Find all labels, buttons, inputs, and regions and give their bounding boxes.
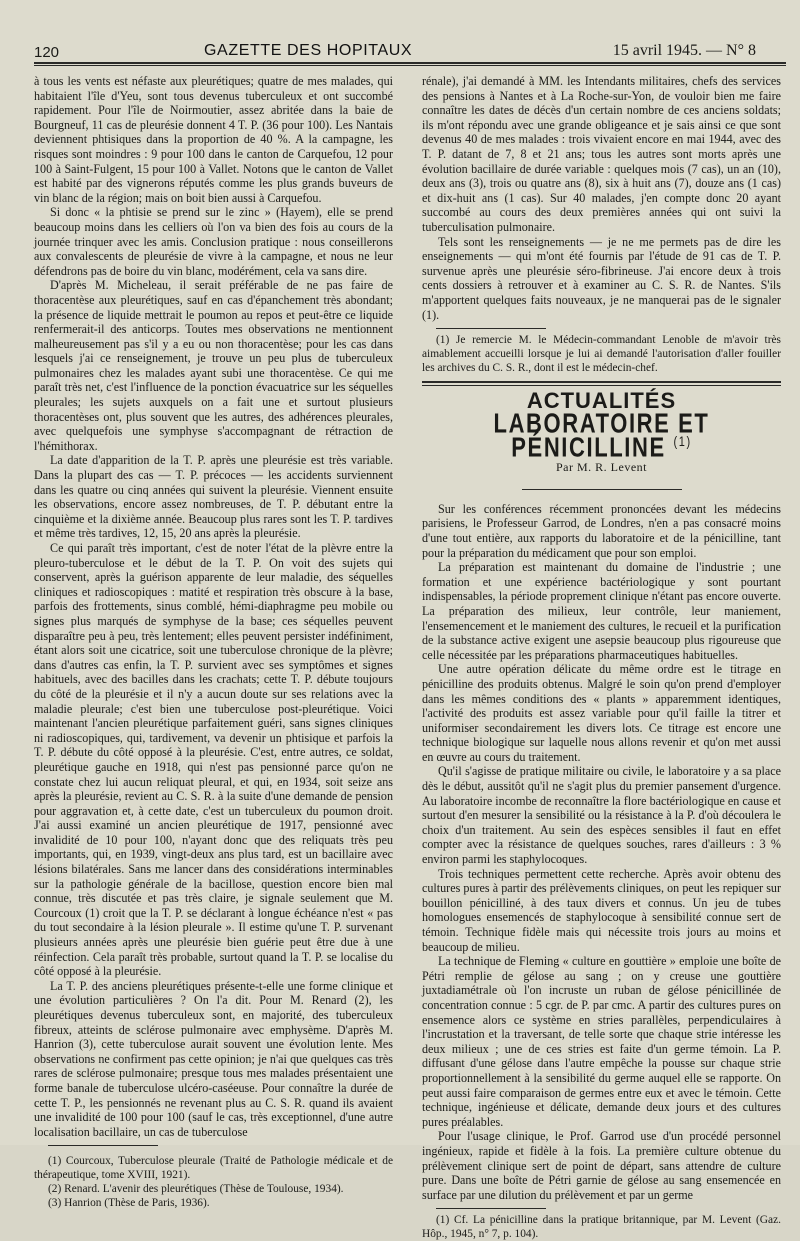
byline: Par M. R. Levent xyxy=(556,460,647,475)
footnote-separator xyxy=(436,1208,546,1209)
paragraph: Qu'il s'agisse de pratique militaire ou civile, le laboratoire y a sa place dès le début, aussitôt qu'il ne s'agit plus du premier pansement d'urgence. Au laboratoire incombe de reconnaître la flore bactériologique en cause et surtout d'en mesurer la sensibilité ou la résistance à la P. d'où découlera le choix d'un traitement. Au sein des espèces sensibles il faut en effet compter avec la résistance de quelques souches, rares d'ailleurs : 3 % environ parmi les staphylocoques. xyxy=(422,764,781,867)
footnote: (3) Hanrion (Thèse de Paris, 1936). xyxy=(48,1197,210,1210)
paragraph: Tels sont les renseignements — je ne me permets pas de dire les enseignements — qui m'ont été fournis par l'étude de 91 cas de T. P. survenue après une pleurésie séro-fibrineuse. J'ai encore deux à trois cents dossiers à retrouver et à examiner au C. S. R. de Nantes. S'ils m'apportent quelques faits nouveaux, je ne manquerai pas de le signaler (1). xyxy=(422,234,781,322)
footnotes xyxy=(422,333,781,375)
footnotes xyxy=(34,1154,393,1210)
journal-title: GAZETTE DES HOPITAUX xyxy=(204,42,413,59)
footnotes xyxy=(422,1213,781,1241)
page-header xyxy=(34,40,786,62)
header-rule-thin xyxy=(34,65,786,66)
paragraph: Si donc « la phtisie se prend sur le zinc » (Hayem), elle se prend beaucoup moins dans les celliers où l'on va bien des fois au cours de la journée trinquer avec les amis. Conclusion pratique : nous conseillerons aux convalescents de pleurésie de vivre à la campagne, et nous ne leur défendrons pas de boire du vin blanc, modérément, cela va sans dire. xyxy=(34,205,393,278)
footnote: (2) Renard. L'avenir des pleurétiques (Thèse de Toulouse, 1934). xyxy=(48,1183,344,1196)
footnote-separator xyxy=(436,328,546,329)
paragraph: D'après M. Micheleau, il serait préférable de ne pas faire de thoracentèse aux pleurétiques, sauf en cas d'épanchement très abondant; la présence de liquide mettrait le poumon au repos et peut-être ce liquide renfermerait-il des anticorps. Toutes mes observations ne mentionnent malheureusement pas s'il y a eu ou non thoracentèse; pour les cas dans lesquels j'ai ce renseignement, je trouve un peu plus de tuberculeux pulmonaires chez les malades ayant subi une thoracentèse. Ce qui me paraît très net, c'est l'influence de la ponction évacuatrice sur les séquelles pleurales; les sujets auxquels on a fait une et surtout plusieurs thoracentèses ont, plus souvent que les autres, des adhérences pleurales, avec quelquefois une symphyse s'accompagnant de rétraction de l'hémithorax. xyxy=(34,278,393,453)
paragraph: Ce qui paraît très important, c'est de noter l'état de la plèvre entre la pleuro-tuberculose et le début de la T. P. On voit des sujets qui conservent, après la guérison apparente de leur maladie, des séquelles cliniques et radioscopiques : matité et respiration très obscure à la base, parfois des frottements, sinus comblé, hémi-diaphragme peu mobile ou signes plus marqués de symphyse de la base; ces séquelles peuvent disparaître peu à peu, très lentement; elles peuvent persister indéfiniment, étant alors soit une cicatrice, soit une tuberculose chronique de la plèvre; dans d'autres cas enfin, la T. P. survient avec ses symptômes et signes habituels, avec des bacilles dans les crachats; cette T. P. débute toujours du côté de la pleurésie et il n'y a aucun doute sur ses relations avec la maladie pleurale; c'est bien une tuberculose post-pleurétique. Voici maintenant l'ancien pleurétique parfaitement guéri, sans signes cliniques ni radioscopiques, qui, tardivement, va devenir un phtisique et parfois la T. P. débute du côté opposé à la pleurésie. C'est, entre autres, ce soldat, pleurétique gauche en 1918, qui n'est pas pensionné parce qu'on ne constate chez lui aucun reliquat pleural, et qui, en 1934, soit seize ans après la pleurésie, revient au C. S. R. à la suite d'une demande de pension pour aggravation et, à cette date, c'est un tuberculeux du poumon droit. J'ai aussi examiné un ancien pleurétique de 1917, pensionné avec invalidité de 10 pour 100, n'ayant donc que des reliquats très peu importants, qui, en 1939, vingt-deux ans plus tard, est un bacillaire avec lésions bilatérales. Sans me lancer dans des considérations interminables sur la pathologie générale de la bacillose, question encore bien mal connue, très discutée et pas très claire, je signale seulement que M. Courcoux (1) croit que la T. P. se déclarant à longue échéance n'est « pas du tout secondaire à la lésion pleurale ». Il estime qu'une T. P. survenant plusieurs années après une pleurésie bien guérie peut être due à une réinfection. Cela paraît très probable, surtout quand la T. P. se localise du côté opposé à la pleurésie. xyxy=(34,541,393,979)
paragraph: rénale), j'ai demandé à MM. les Intendants militaires, chefs des services des pensions à Nantes et à La Roche-sur-Yon, de vouloir bien me faire connaître les dates de décès d'un certain nombre de ces anciens soldats; ils m'ont répondu avec une grande obligeance et je sais ainsi ce que sont devenus 40 de mes malades : trois vivaient encore en mai 1944, avec des T. P. datant de 7, 8 et 21 ans; tous les autres sont morts après une évolution bacillaire de durée variable : quelques mois (7 cas), un an (10), deux ans (3), trois ou quatre ans (8), six à huit ans (7), douze ans (1 cas) et dix-huit ans (1 cas). Sur 40 malades, j'en compte donc 20 ayant succombé au cours des deux premières années qui ont suivi la tuberculisation pulmonaire. xyxy=(422,74,781,234)
footnote: (1) Cf. La pénicilline dans la pratique britannique, par M. Levent (Gaz. Hôp., 1945, n° 7, p. 104). xyxy=(422,1214,781,1241)
paragraph: Trois techniques permettent cette recherche. Après avoir obtenu des cultures pures à partir des prélèvements cliniques, on peut les repiquer sur bouillon pénicilliné, à des taux divers et connus. Un jeu de tubes homologues ensemencés de staphylocoque à sensibilité connue sert de témoin. Technique fidèle mais qui nécessite trois jours au moins et beaucoup de milieu. xyxy=(422,866,781,954)
paragraph: Pour l'usage clinique, le Prof. Garrod use d'un procédé personnel ingénieux, rapide et fidèle à la fois. La première culture obtenue du prélèvement clinique sert de point de départ, sans attendre de culture pure. Dans une boîte de Pétri garnie de gélose au sang ensemencée en surface par une dilution du prélèvement et par un germe xyxy=(422,1129,781,1202)
footnote: (1) Courcoux, Tuberculose pleurale (Traité de Pathologie médicale et de thérapeutique, tome XVIII, 1921). xyxy=(34,1155,393,1182)
left-column xyxy=(34,74,393,1210)
article-title-text: LABORATOIRE ET PÉNICILLINE xyxy=(493,406,710,462)
footnote: (1) Je remercie M. le Médecin-commandant Lenoble de m'avoir très aimablement accueilli lorsque je lui ai demandé l'autorisation d'aller fouiller les archives du C. S. R., dont il est le médecin-chef. xyxy=(422,334,781,375)
article-title xyxy=(422,406,781,462)
article-title-note: (1) xyxy=(673,433,692,449)
section-heading: ACTUALITÉS xyxy=(526,388,677,414)
paragraph: à tous les vents est néfaste aux pleurétiques; quatre de mes malades, qui habitaient l'île d'Yeu, sont tous devenus tuberculeux et ont succombé rapidement. Pour l'île de Noirmoutier, assez abritée dans la baie de Bourgneuf, 11 cas de pleurésie donnent 4 T. P. (36 pour 100). Les Nantais deviennent phtisiques dans la proportion de 40 %. A la campagne, les risques sont moindres : 9 pour 100 dans le canton de Carquefou, 12 pour 100 à Saint-Fulgent, 15 pour 100 à Vallet. Notons que le canton de Vallet est habité par des vignerons réputés comme les plus grands buveurs de vin blanc de la région; mais on boit bien aussi à Carquefou. xyxy=(34,74,393,205)
paragraph: Sur les conférences récemment prononcées devant les médecins parisiens, le Professeur Garrod, de Londres, n'en a pas consacré moins d'une tout entière, aux rapports du laboratoire et de la pénicilline, tant pour la préparation du médicament que pour son emploi. xyxy=(422,501,781,560)
paragraph: Une autre opération délicate du même ordre est le titrage en pénicilline des produits obtenus. Malgré le soin qu'on prend d'employer dans les mêmes conditions des « plants » apparemment identiques, l'activité des produits est assez variable pour qu'il faille la titrer et uniformiser secondairement les divers lots. Ce titrage est encore une technique biologique sur laquelle nous allons revenir et qu'on met aussi en œuvre au cours du traitement. xyxy=(422,662,781,764)
paragraph: La préparation est maintenant du domaine de l'industrie ; une formation et une expérience bactériologique y sont pourtant indispensables, la période proprement clinique n'étant pas encore ouverte. La préparation des milieux, leur contrôle, leur maniement, l'ensemencement et le maniement des cultures, le recueil et la purification de la substance active exigent une asepsie beaucoup plus rigoureuse que celle nécessitée par les préparations pharmaceutiques habituelles. xyxy=(422,560,781,662)
page-number: 120 xyxy=(34,44,60,61)
section-rule xyxy=(422,381,781,386)
footnote-separator xyxy=(48,1145,158,1146)
header-rule xyxy=(34,62,786,64)
paragraph: La date d'apparition de la T. P. après une pleurésie est très variable. Dans la plupart des cas — T. P. précoces — les accidents surviennent dans les quatre ou cinq années qui suivent la pleurésie. Viennent ensuite les observations, encore assez nombreuses, de T. P. débutant entre la cinquième et la dixième année. Beaucoup plus rares sont les T. P. tardives et même très tardives, 12, 15, 20 ans après la pleurésie. xyxy=(34,453,393,541)
paragraph: La technique de Fleming « culture en gouttière » emploie une boîte de Pétri remplie de gélose au sang ; on y creuse une gouttière juxtadiamétrale où l'on incruste un ruban de gélose pénicillinée de concentration connue : 5 cgr. de P. par cmc. A partir des cultures pures on ensemence alors ce système en stries parallèles, perpendiculaires à l'incrustation et la traversant, de telle sorte que chaque strie intéresse les deux milieux ; une de ces stries est faite d'un germe témoin. La P. diffusant d'une gélose dans l'autre empêche la pousse sur chaque strie proportionnellement à la sensibilité du germe auquel elle se rapporte. On peut aussi faire comparaison de germes entre eux et avec le témoin. Cette technique, ingénieuse et délicate, demande deux jours et des cultures pures préalables. xyxy=(422,954,781,1129)
issue-date: 15 avril 1945. — N° 8 xyxy=(612,42,756,59)
byline-rule xyxy=(522,489,682,490)
paragraph: La T. P. des anciens pleurétiques présente-t-elle une forme clinique et une évolution particulières ? On l'a dit. Pour M. Renard (2), les pleurétiques devenus tuberculeux sont, en majorité, des tuberculeux fibreux, atteints de sclérose pulmonaire avec emphysème. D'après M. Hanrion (3), cette tuberculose aurait souvent une évolution lente. Mes observations ne confirment pas cette opinion; je n'ai que quelques cas très rares de sclérose pulmonaire; presque tous mes malades présentaient une forme banale de tuberculose ulcéro-caséeuse. Pour connaître la durée de cette T. P., les pensionnés ne revenant plus au C. S. R. quand ils avaient une invalidité de 100 pour 100 (sauf le cas, très exceptionnel, d'une autre localisation bacillaire, un cas de tuberculose xyxy=(34,978,393,1139)
right-column xyxy=(422,74,781,1241)
